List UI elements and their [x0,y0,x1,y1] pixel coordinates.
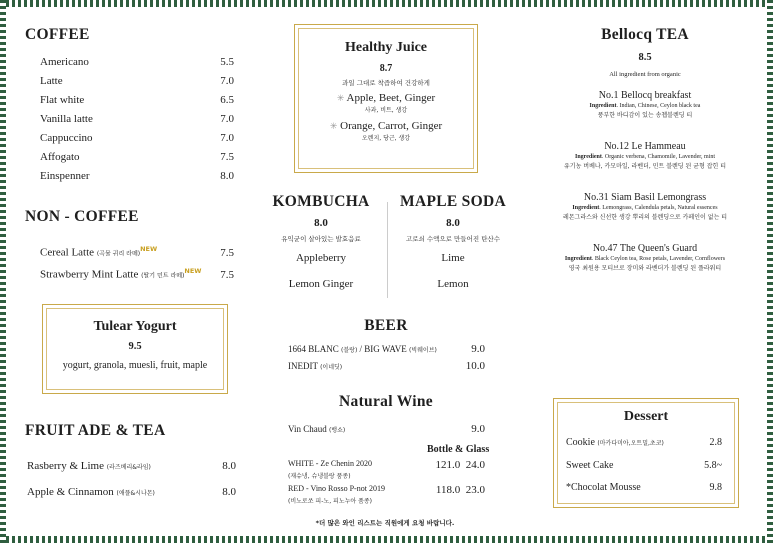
juice-item: ✳ Apple, Beet, Ginger [336,92,436,104]
tea-item-name: No.12 Le Hammeau [604,141,686,152]
right-border [767,0,773,543]
tea-item-ko: 영국 최원용 모티브로 장미와 라벤더가 블렌딩 된 플라워티 [568,265,722,272]
kombucha-sub: 유익균이 살아있는 발효음료 [281,235,361,243]
menu-item: INEDIT (이네딧) 10.0 [288,360,485,372]
juice-item-ko: 오렌지, 당근, 생강 [361,135,411,142]
wine-header: Bottle & Glass [427,444,490,455]
menu-item: Strawberry Mint Latte (딸기 민트 라떼)$^{NEW}$ 7.5 [40,267,234,281]
maple-section [394,193,512,290]
tea-item-name: No.47 The Queen's Guard [592,243,698,254]
beer-title: BEER [364,317,408,334]
tea-ingredient: Ingredient. Organic verbena, Chamomile, Lavender, mint [574,154,716,160]
column-divider [387,202,388,298]
tea-item-ko: 풍부한 바디감이 있는 송쳅블렌딩 티 [597,112,693,119]
wine-title: Natural Wine [339,393,433,410]
menu-item: Lemon [437,278,469,290]
menu-item: Latte 7.0 [40,75,234,87]
kombucha-title: KOMBUCHA [272,193,370,210]
tea-item-name: No.31 Siam Basil Lemongrass [583,192,707,203]
juice-item-ko: 사과, 비트, 생강 [364,107,408,114]
menu-item: Sweet Cake 5.8~ [566,460,722,471]
fruitade-title: FRUIT ADE & TEA [25,422,166,439]
wine-item: RED - Vino Rosso P-not 2019 118.0 23.0 (비노로쏘 피-노, 피노누아 품종) [288,484,485,505]
dessert-title: Dessert [623,409,669,424]
bottom-border [0,536,773,543]
menu-item: Lemon Ginger [288,278,354,290]
wine-item: WHITE - Ze Chenin 2020 121.0 24.0 (재슈냉, 슈냉블랑 품종) [288,459,485,480]
tea-ingredient: Ingredient. Indian, Chinese, Ceylon black tea [589,103,701,109]
dessert-box [553,398,739,508]
menu-item: Lime [441,252,465,264]
juice-item: ✳ Orange, Carrot, Ginger [329,120,443,132]
coffee-title: COFFEE [25,26,90,43]
new-badge: NEW [184,267,202,275]
tea-sub: All ingredient from organic [609,71,681,78]
new-badge: NEW [140,245,158,253]
tea-price: 8.5 [638,52,652,63]
menu-item: Cereal Latte (곡물 귀리 라떼)$^{NEW}$ 7.5 [40,245,234,259]
menu-item: Einspenner 8.0 [40,170,234,182]
menu-item: Cookie (마카다미아,오트밀,초코) 2.8 [566,437,722,448]
tea-section [545,26,745,272]
tea-title: Bellocq TEA [601,26,689,43]
yogurt-desc: yogurt, granola, muesli, fruit, maple [62,360,208,371]
yogurt-box [42,304,228,394]
menu-item: Apple & Cinnamon (애플&시나몬) 8.0 [27,486,236,498]
top-border [0,0,773,7]
menu-item: Vanilla latte 7.0 [40,113,234,125]
menu-item: Rasberry & Lime (라즈베리&라임) 8.0 [27,460,236,472]
juice-title: Healthy Juice [344,40,428,55]
juice-price: 8.7 [379,63,393,74]
juice-box [294,24,478,173]
maple-title: MAPLE SODA [400,193,506,210]
tea-item-ko: 유기농 버베나, 카모마일, 라벤더, 민트 블렌딩 된 균형 잡힌 티 [564,163,726,170]
tea-ingredient: Ingredient. Black Ceylon tea, Rose petals, Lavender, Cornflowers [564,256,726,262]
menu-item: 1664 BLANC (블랑) / BIG WAVE (빅웨이브) 9.0 [288,343,485,355]
menu-item: Flat white 6.5 [40,94,234,106]
tea-item-ko: 레몬그라스와 신선한 생강 뿌리의 블렌딩으로 카페인이 없는 티 [562,214,728,221]
tea-ingredient: Ingredient. Lemongrass, Calendula petals, Natural essences [572,205,718,211]
menu-item: Affogato 7.5 [40,151,234,163]
wine-note: *더 많은 와인 리스트는 직원에게 요청 바랍니다. [315,519,455,527]
tea-item-name: No.1 Bellocq breakfast [598,90,692,101]
menu-item: Appleberry [295,252,347,264]
menu-item: *Chocolat Mousse 9.8 [566,482,722,493]
juice-sub: 과일 그대로 착즙하여 건강하게 [342,79,430,87]
maple-sub: 고로쇠 수액으로 만들어진 탄산수 [405,235,501,243]
left-border [0,0,6,543]
menu-item: Cappuccino 7.0 [40,132,234,144]
maple-price: 8.0 [446,217,460,229]
menu-item: Americano 5.5 [40,56,234,68]
kombucha-price: 8.0 [314,217,328,229]
yogurt-title: Tulear Yogurt [93,319,177,334]
menu-item: Vin Chaud (뱅쇼) 9.0 [288,423,485,435]
yogurt-price: 9.5 [128,341,142,352]
kombucha-section [262,193,380,290]
noncoffee-title: NON - COFFEE [25,208,139,225]
